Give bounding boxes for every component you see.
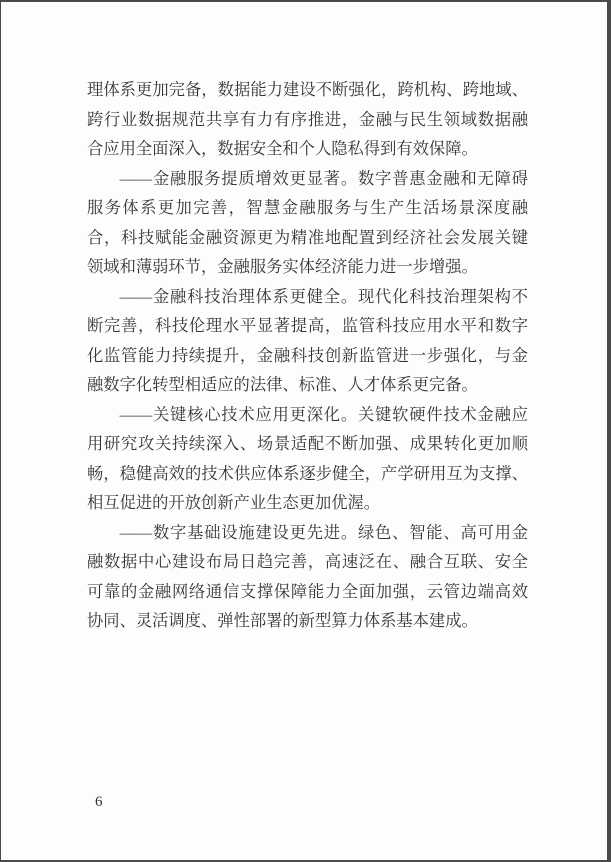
text-segment: —— — [119, 168, 153, 188]
text-line — [87, 606, 528, 636]
text-segment: 关键软硬件技术金融应 — [357, 404, 528, 424]
paragraph — [87, 400, 528, 518]
scan-edge-top — [0, 0, 611, 2]
text-line — [87, 577, 528, 607]
text-line — [87, 252, 528, 282]
text-segment: 合应用全面深入，数据安全和个人隐私得到有效保障。 — [87, 139, 478, 158]
paragraph — [87, 164, 528, 282]
text-line — [87, 547, 528, 577]
text-line — [87, 105, 528, 135]
text-segment: 畅，稳健高效的技术供应体系逐步健全，产学研用互为支撑、 — [87, 463, 528, 483]
text-segment: 合，科技赋能金融资源更为精准地配置到经济社会发展关键 — [87, 227, 528, 247]
text-segment: —— — [119, 286, 153, 306]
text-line — [87, 164, 528, 194]
text-line — [87, 193, 528, 223]
text-line — [87, 75, 528, 105]
scan-edge-left — [0, 0, 1, 862]
text-line — [87, 459, 528, 489]
text-segment: 现代化科技治理架构不 — [357, 286, 528, 306]
text-segment: 理体系更加完备，数据能力建设不断强化，跨机构、跨地域、 — [87, 80, 528, 99]
text-segment: 融数字化转型相适应的法律、标准、人才体系更完备。 — [87, 375, 478, 394]
text-line — [87, 370, 528, 400]
paragraph — [87, 75, 528, 164]
text-line — [87, 341, 528, 371]
text-segment: 用研究攻关持续深入、场景适配不断加强、成果转化更加顺 — [87, 434, 528, 453]
text-segment: 跨行业数据规范共享有力有序推进，金融与民生领域数据融 — [87, 109, 528, 129]
document-body-text — [87, 75, 528, 636]
scan-edge-right — [607, 0, 611, 862]
text-line — [87, 311, 528, 341]
text-line — [87, 400, 528, 430]
text-segment: 领域和薄弱环节，金融服务实体经济能力进一步增强。 — [87, 257, 478, 276]
text-segment: 断完善，科技伦理水平显著提高，监管科技应用水平和数字 — [87, 316, 528, 335]
text-segment: —— — [119, 522, 153, 542]
text-segment: 可靠的金融网络通信支撑保障能力全面加强，云管边端高效 — [87, 581, 528, 601]
text-line — [87, 282, 528, 312]
paragraph — [87, 518, 528, 636]
text-line — [87, 518, 528, 548]
text-segment: 服务体系更加完善，智慧金融服务与生产生活场景深度融 — [87, 198, 528, 217]
text-segment: 数字普惠金融和无障碍 — [357, 168, 528, 188]
paragraph — [87, 282, 528, 400]
text-segment: 协同、灵活调度、弹性部署的新型算力体系基本建成。 — [87, 611, 478, 630]
page-number: 6 — [95, 794, 103, 810]
text-line — [87, 488, 528, 518]
text-line — [87, 223, 528, 253]
section-lead-phrase: 金融科技治理体系更健全。 — [152, 286, 358, 306]
section-lead-phrase: 金融服务提质增效更显著。 — [152, 168, 358, 188]
section-lead-phrase: 关键核心技术应用更深化。 — [152, 404, 358, 424]
text-line — [87, 429, 528, 459]
text-segment: 融数据中心建设布局日趋完善，高速泛在、融合互联、安全 — [87, 552, 528, 571]
section-lead-phrase: 数字基础设施建设更先进。 — [152, 522, 358, 542]
text-segment: 绿色、智能、高可用金 — [357, 522, 528, 542]
text-segment: 化监管能力持续提升，金融科技创新监管进一步强化，与金 — [87, 345, 528, 365]
text-segment: —— — [119, 404, 153, 424]
text-segment: 相互促进的开放创新产业生态更加优渥。 — [87, 493, 381, 512]
text-line — [87, 134, 528, 164]
